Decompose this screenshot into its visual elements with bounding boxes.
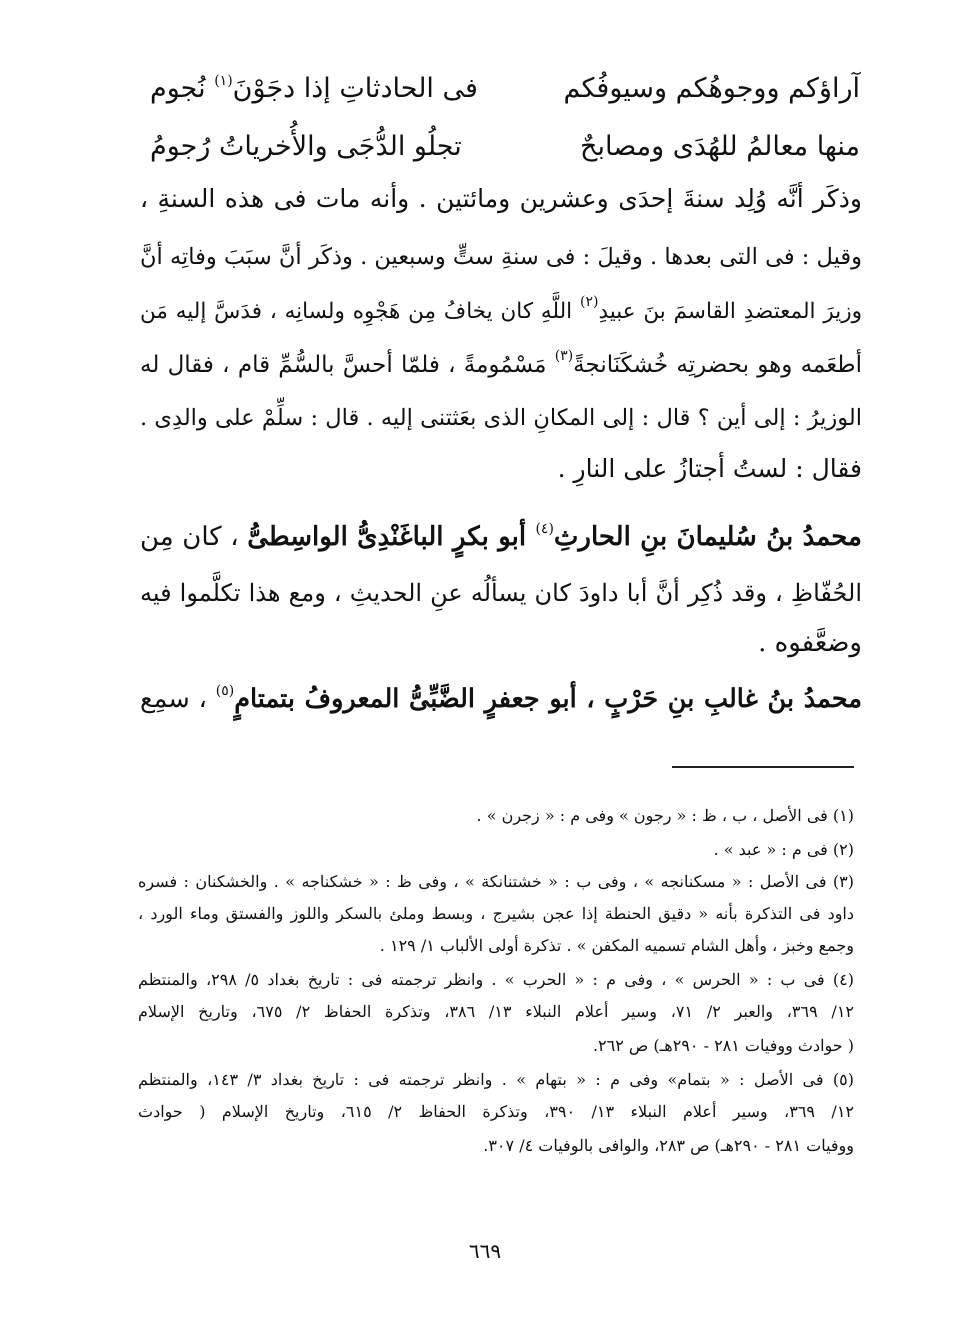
entry-1-kunya: أبو بكرٍ الباغَنْدِىُّ الواسِطىُّ	[247, 522, 536, 552]
entry-1-line-2-text: الحُفّاظِ ، وقد ذُكِر أنَّ أبا داودَ كان يسألُه عنِ الحديثِ ، ومع هذا تكلَّموا فيه	[140, 579, 862, 607]
footnote-3-line-2: داود فى التذكرة بأنه « دقيق الحنطة إذا عجن بشيرج ، وبسط وملئ بالسكر واللوز والفستق وماء الورد ،	[138, 904, 854, 923]
entry-1-line-3	[140, 616, 862, 670]
paragraph-1-line-6	[140, 444, 862, 494]
paragraph-1-line-5-text: الوزيرُ : إلى أين ؟ قال : إلى المكانِ الذى بعَثتنى إليه . قال : سلِّمْ على والدِى .	[140, 405, 862, 431]
paragraph-1-line-3-text: وزيرَ المعتضدِ القاسمَ بنَ عبيدِ	[598, 299, 862, 324]
verse-2-first-hemistich: منها معالمُ للهُدَى ومصابحٌ	[580, 131, 860, 162]
entry-1-line-1	[140, 510, 862, 564]
footnote-ref-3: (٣)	[554, 348, 574, 364]
paragraph-1-line-1	[140, 174, 862, 224]
footnote-4-line-1: (٤) فى ب : « الحرس » ، وفى م : « الحرب » . وانظر ترجمته فى : تاريخ بغداد ٥/ ٢٩٨، والمنتظم	[138, 970, 855, 989]
entry-2-line-1	[140, 672, 862, 726]
paragraph-1-line-1-text: وذكَر أنَّه وُلِد سنةَ إحدَى وعشرين ومائتين . وأنه مات فى هذه السنةِ ،	[140, 184, 862, 213]
footnote-divider	[672, 766, 854, 768]
footnote-4-line-3: ( حوادث ووفيات ٢٨١ - ٢٩٠هـ) ص ٢٦٢.	[592, 1036, 854, 1055]
page-number: ٦٦٩	[468, 1239, 502, 1263]
footnote-2: (٢) فى م : « عبد » .	[713, 840, 854, 859]
verse-1-second-hemistich	[150, 62, 478, 116]
paragraph-1-line-4-text: أطعَمه وهو بحضرتِه خُشكَنَانجةً	[573, 352, 862, 378]
footnote-4-line-2: ١٢/ ٣٦٩، والعبر ٢/ ٧١، وسير أعلام النبلاء ١٣/ ٣٨٦، وتذكرة الحفاظ ٢/ ٦٧٥، وتاريخ الإسلام	[138, 1002, 855, 1021]
paragraph-1-line-2	[140, 232, 862, 282]
entry-1-line-3-text: وضعَّفوه .	[758, 628, 862, 658]
footnote-5-line-1: (٥) فى الأصل : « بتمام» وفى م : « بتهام » . وانظر ترجمته فى : تاريخ بغداد ٣/ ١٤٣، والمنتظم	[138, 1070, 854, 1089]
paragraph-1-line-4	[140, 340, 862, 390]
verse-1-second-tail: نُجوم	[150, 73, 215, 104]
paragraph-1-line-2-text: وقيل : فى التى بعدها . وقيلَ : فى سنةِ ستٍّ وسبعين . وذكَر أنَّ سبَبَ وفاتِه أنَّ	[140, 244, 862, 270]
verse-1-first-hemistich: آراؤكم ووجوهُكم وسيوفُكم	[563, 73, 860, 104]
entry-1-line-1-rest: ، كان مِن	[140, 522, 248, 552]
verse-1-second-text: فى الحادثاتِ إذا دجَوْنَ	[232, 73, 478, 104]
poem-verse-2	[150, 120, 860, 174]
entry-2-line-1-rest: ، سمِع	[140, 684, 216, 714]
paragraph-1-line-4-tail: مَسْمُومةً ، فلمّا أحسَّ بالسُّمِّ قام ، فقال له	[140, 352, 555, 378]
footnote-1: (١) فى الأصل ، ب ، ظ : « رجون » وفى م : « زجرن » .	[476, 806, 854, 825]
paragraph-1-line-3	[140, 287, 862, 337]
footnote-3-line-3: وجمع وخبز ، وأهل الشام تسميه المكفن » . تذكرة أولى الألباب ١/ ١٢٩ .	[379, 936, 854, 955]
entry-2-name: محمدُ بنُ غالبِ بنِ حَرْبٍ ، أبو جعفرٍ الضَّبِّىُّ المعروفُ بتمتامٍ	[234, 684, 862, 714]
footnote-5-line-3: ووفيات ٢٨١ - ٢٩٠هـ) ص ٢٨٣، والوافى بالوفيات ٤/ ٣٠٧.	[483, 1136, 854, 1155]
paragraph-1-line-3-tail: اللَّهِ كان يخافُ مِن هَجْوِه ولسانِه ، فدَسَّ إليه مَن	[140, 299, 580, 324]
footnote-ref-1: (١)	[214, 73, 233, 89]
entry-1-line-2	[140, 566, 862, 620]
footnote-ref-5: (٥)	[215, 683, 235, 699]
entry-1-name: محمدُ بنُ سُليمانَ بنِ الحارثِ	[553, 522, 862, 552]
footnote-ref-2: (٢)	[579, 294, 599, 310]
footnote-ref-4: (٤)	[535, 521, 554, 537]
paragraph-1-line-5	[140, 393, 862, 443]
footnote-3-line-1: (٣) فى الأصل : « مسكنانجه » ، وفى ب : « خشتنانكة » ، وفى ظ : « خشكناجه » . والخشكنان : فسره	[138, 872, 854, 891]
poem-verse-1	[150, 62, 860, 116]
footnote-5-line-2: ١٢/ ٣٦٩، وسير أعلام النبلاء ١٣/ ٣٩٠، وتذكرة الحفاظ ٢/ ٦١٥، وتاريخ الإسلام ( حوادث	[138, 1102, 854, 1121]
verse-2-second-hemistich: تجلُو الدُّجَى والأُخرياتُ رُجومُ	[150, 131, 462, 162]
paragraph-1-line-6-text: فقال : لستُ أجتازُ على النارِ .	[557, 454, 862, 483]
